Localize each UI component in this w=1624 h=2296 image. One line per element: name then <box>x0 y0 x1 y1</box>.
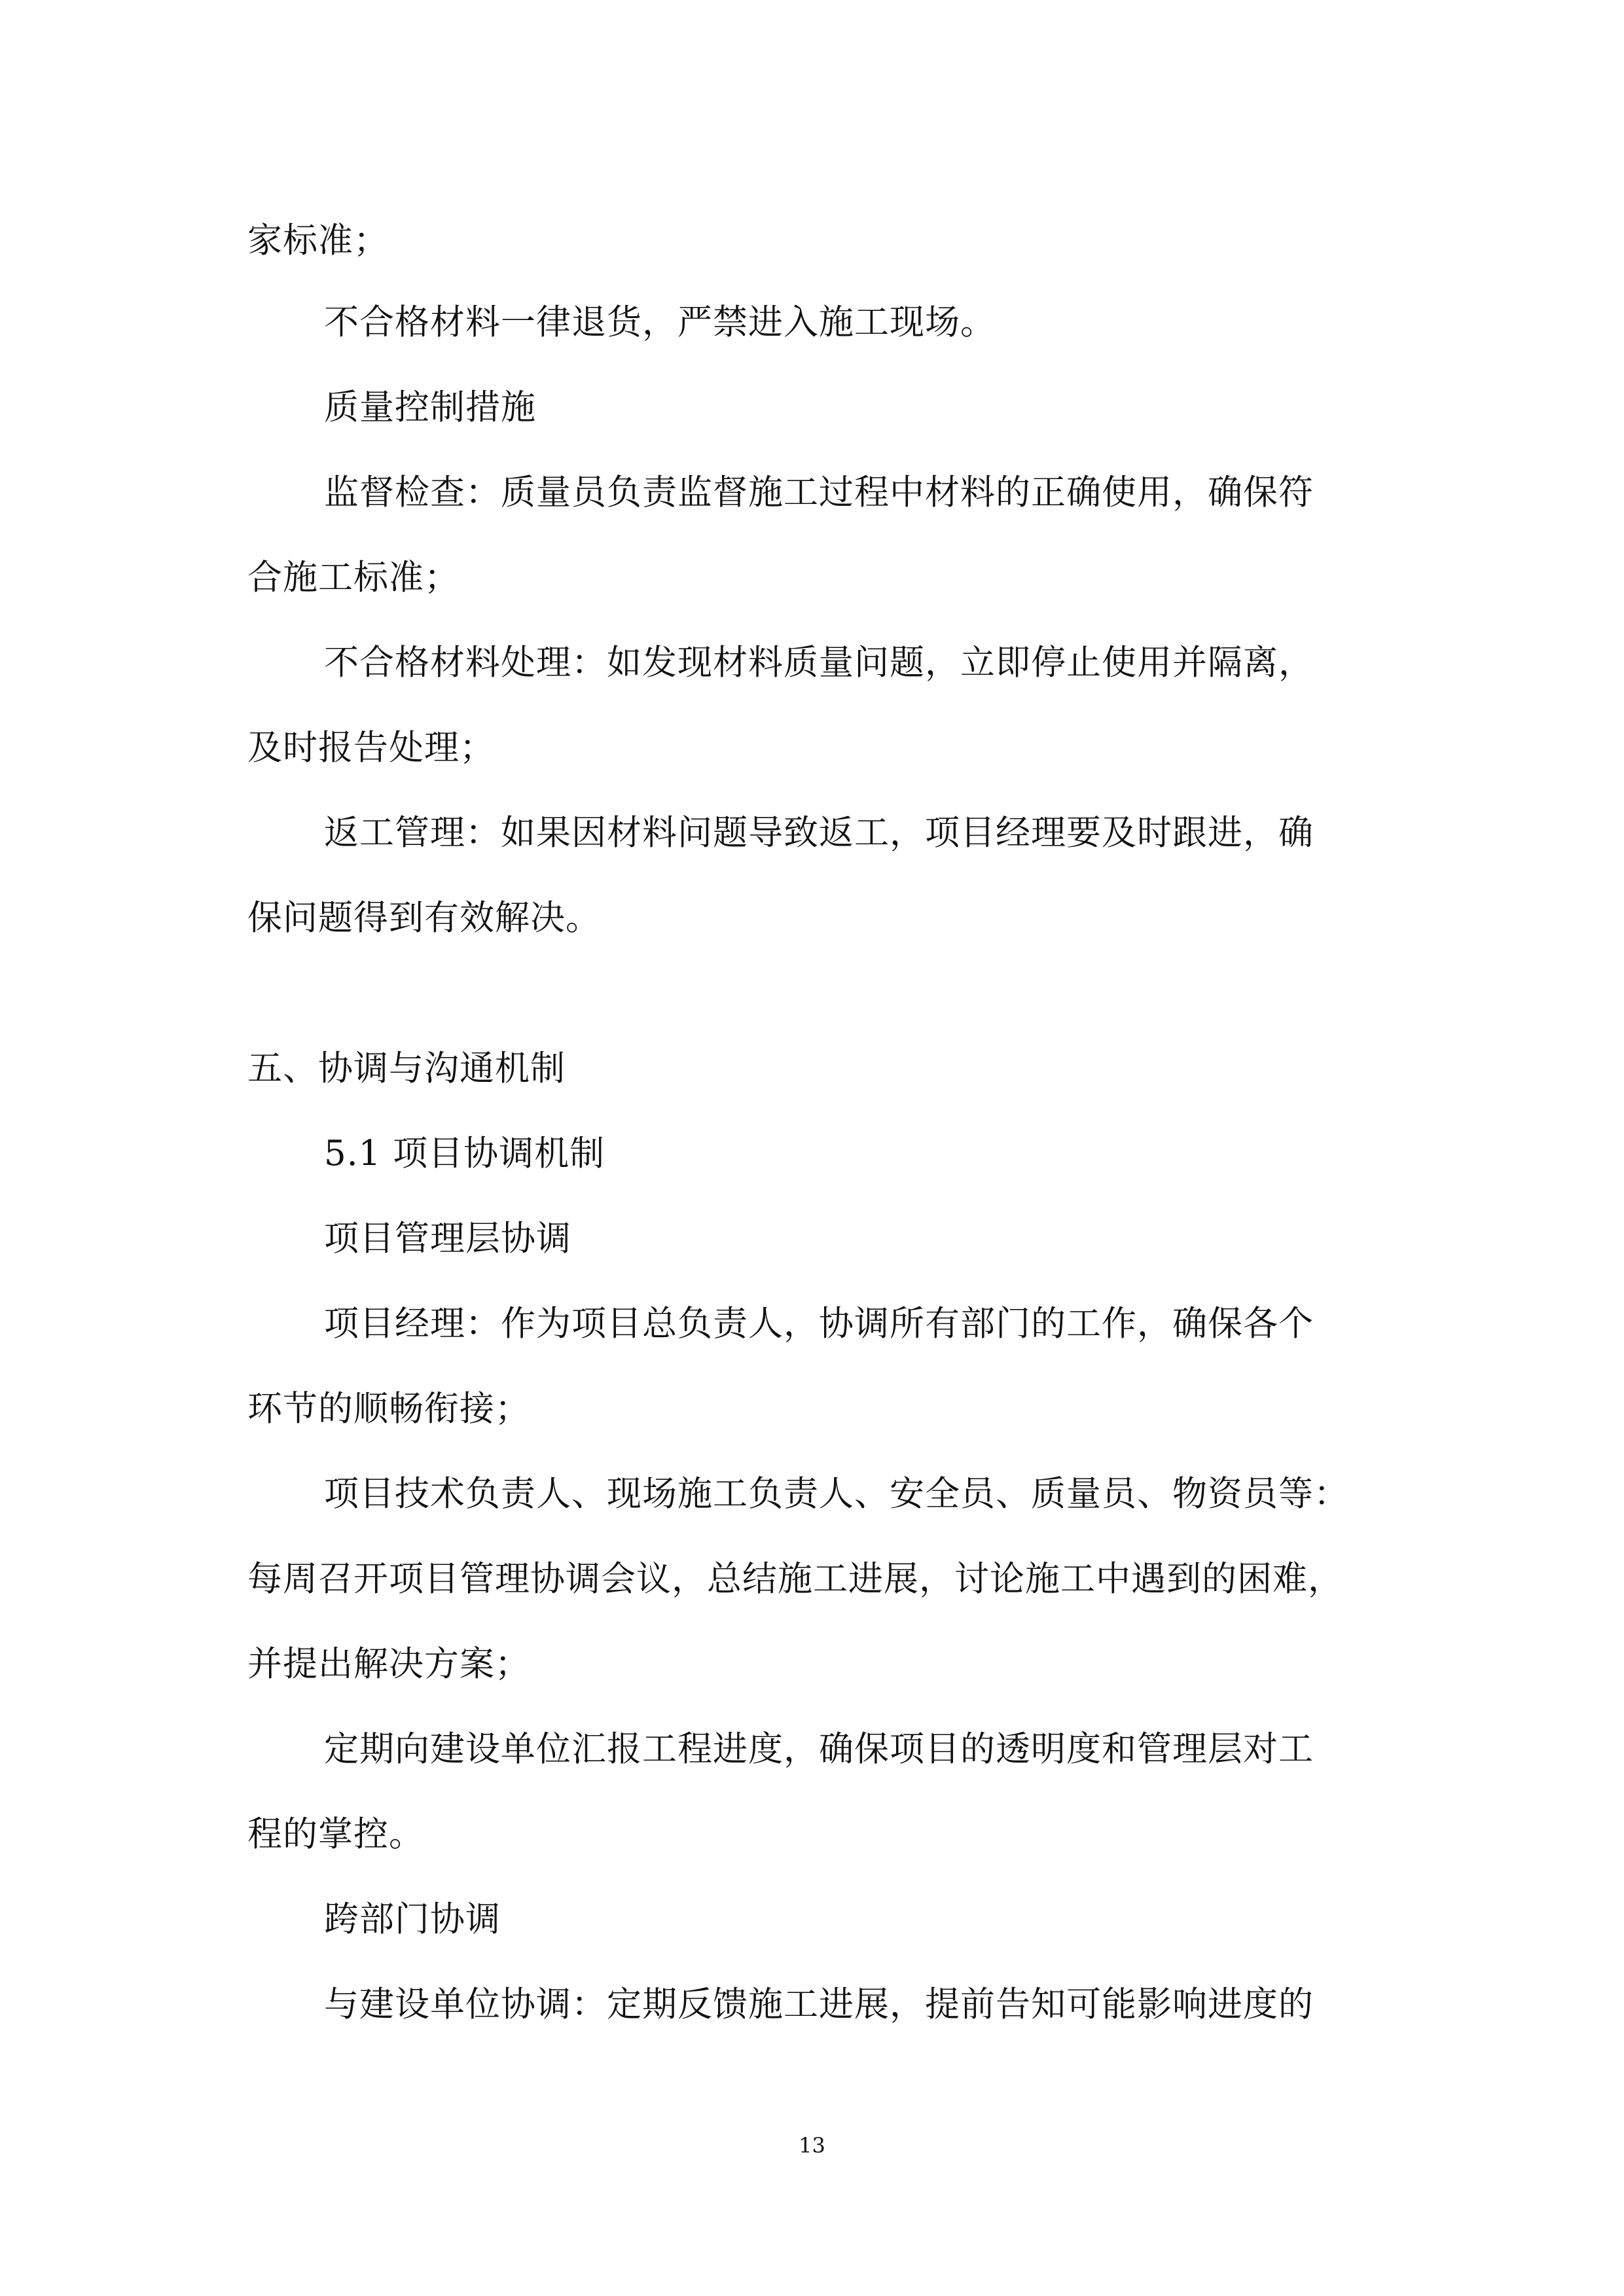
subsection-heading: 5.1 项目协调机制 <box>324 1134 605 1174</box>
section-heading: 五、协调与沟通机制 <box>247 1049 566 1088</box>
text-line-13: 项目经理：作为项目总负责人，协调所有部门的工作，确保各个 <box>324 1304 1314 1344</box>
text-line-16: 每周召开项目管理协调会议，总结施工进展，讨论施工中遇到的困难， <box>247 1559 1343 1599</box>
text-line-6: 不合格材料处理：如发现材料质量问题，立即停止使用并隔离， <box>324 643 1314 683</box>
text-line-9: 保问题得到有效解决。 <box>247 898 601 938</box>
text-line-8: 返工管理：如果因材料问题导致返工，项目经理要及时跟进，确 <box>324 813 1314 853</box>
subsection-topic: 项目管理层协调 <box>324 1219 571 1259</box>
section-subheading: 质量控制措施 <box>324 387 536 427</box>
text-line-2: 不合格材料一律退货，严禁进入施工现场。 <box>324 302 996 342</box>
text-line-5: 合施工标准； <box>247 558 460 598</box>
text-line-7: 及时报告处理； <box>247 728 495 768</box>
text-line-21: 与建设单位协调：定期反馈施工进展，提前告知可能影响进度的 <box>324 1984 1314 2024</box>
text-line-14: 环节的顺畅衔接； <box>247 1389 530 1429</box>
text-line-1: 家标准； <box>247 221 389 260</box>
text-line-17: 并提出解决方案； <box>247 1644 530 1684</box>
text-line-18: 定期向建设单位汇报工程进度，确保项目的透明度和管理层对工 <box>324 1729 1314 1769</box>
text-line-4: 监督检查：质量员负责监督施工过程中材料的正确使用，确保符 <box>324 473 1314 512</box>
subsection-topic-2: 跨部门协调 <box>324 1899 501 1939</box>
text-line-19: 程的掌控。 <box>247 1814 424 1854</box>
page-number: 13 <box>799 2133 825 2158</box>
text-line-15: 项目技术负责人、现场施工负责人、安全员、质量员、物资员等： <box>324 1474 1349 1514</box>
